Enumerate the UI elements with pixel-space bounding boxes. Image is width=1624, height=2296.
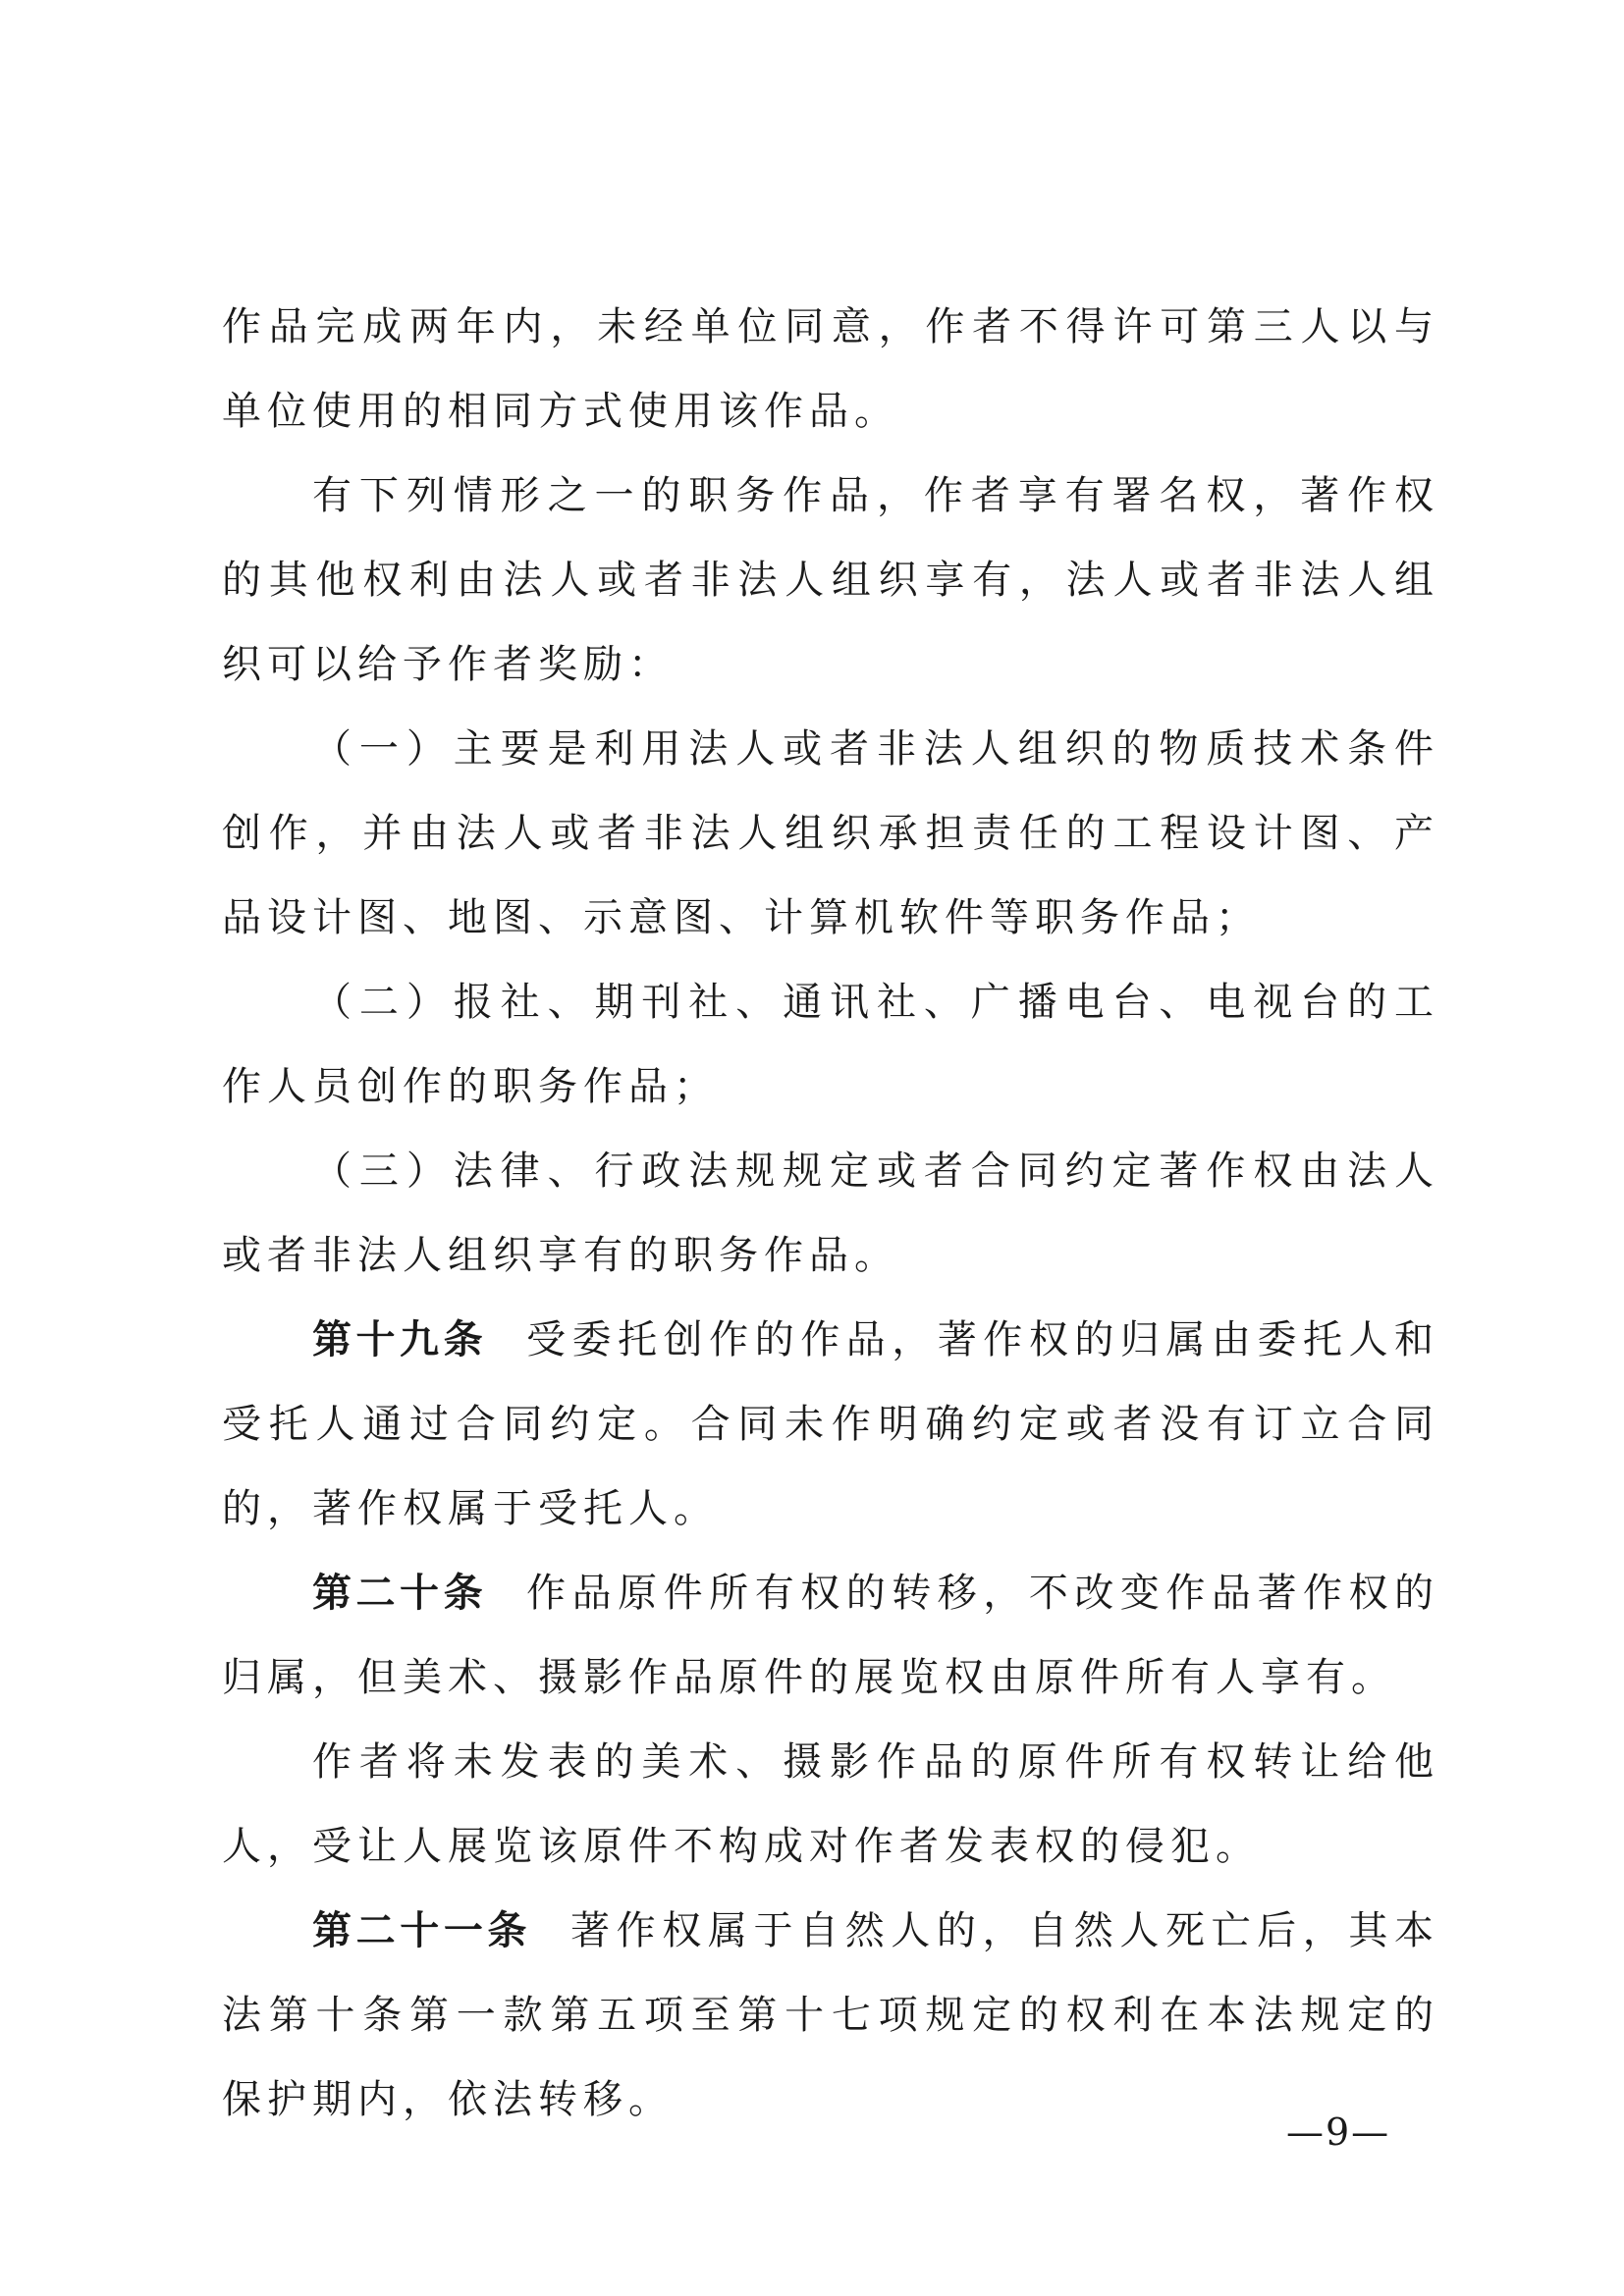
document-body bbox=[222, 285, 1439, 2142]
article-19-number: 第十九条 bbox=[312, 1317, 488, 1362]
list-item-2: （二）报社、期刊社、通讯社、广播电台、电视台的工作人员创作的职务作品； bbox=[222, 980, 1439, 1109]
article-20-text: 作品原件所有权的转移，不改变作品著作权的归属，但美术、摄影作品原件的展览权由原件所有人享有。 bbox=[222, 1571, 1440, 1700]
article-19-text: 受委托创作的作品，著作权的归属由委托人和受托人通过合同约定。合同未作明确约定或者没有订立合同的，著作权属于受托人。 bbox=[222, 1317, 1440, 1531]
list-item-3: （三）法律、行政法规规定或者合同约定著作权由法人或者非法人组织享有的职务作品。 bbox=[222, 1148, 1439, 1278]
paragraph-continuation: 作品完成两年内，未经单位同意，作者不得许可第三人以与单位使用的相同方式使用该作品。 bbox=[222, 304, 1439, 434]
page-number: —9— bbox=[1286, 2110, 1391, 2154]
paragraph-service-works-intro: 有下列情形之一的职务作品，作者享有署名权，著作权的其他权利由法人或者非法人组织享有，法人或者非法人组织可以给予作者奖励： bbox=[222, 473, 1439, 687]
article-21-number: 第二十一条 bbox=[312, 1908, 532, 1953]
list-item-1: （一）主要是利用法人或者非法人组织的物质技术条件创作，并由法人或者非法人组织承担责任的工程设计图、产品设计图、地图、示意图、计算机软件等职务作品； bbox=[222, 726, 1439, 940]
article-20-number: 第二十条 bbox=[312, 1571, 488, 1616]
article-21 bbox=[222, 1889, 1439, 2142]
article-21-text: 著作权属于自然人的，自然人死亡后，其本法第十条第一款第五项至第十七项规定的权利在本法规定的保护期内，依法转移。 bbox=[222, 1908, 1440, 2122]
article-20-paragraph-2: 作者将未发表的美术、摄影作品的原件所有权转让给他人，受让人展览该原件不构成对作者发表权的侵犯。 bbox=[222, 1739, 1439, 1869]
article-19 bbox=[222, 1298, 1439, 1551]
article-20 bbox=[222, 1551, 1439, 1720]
